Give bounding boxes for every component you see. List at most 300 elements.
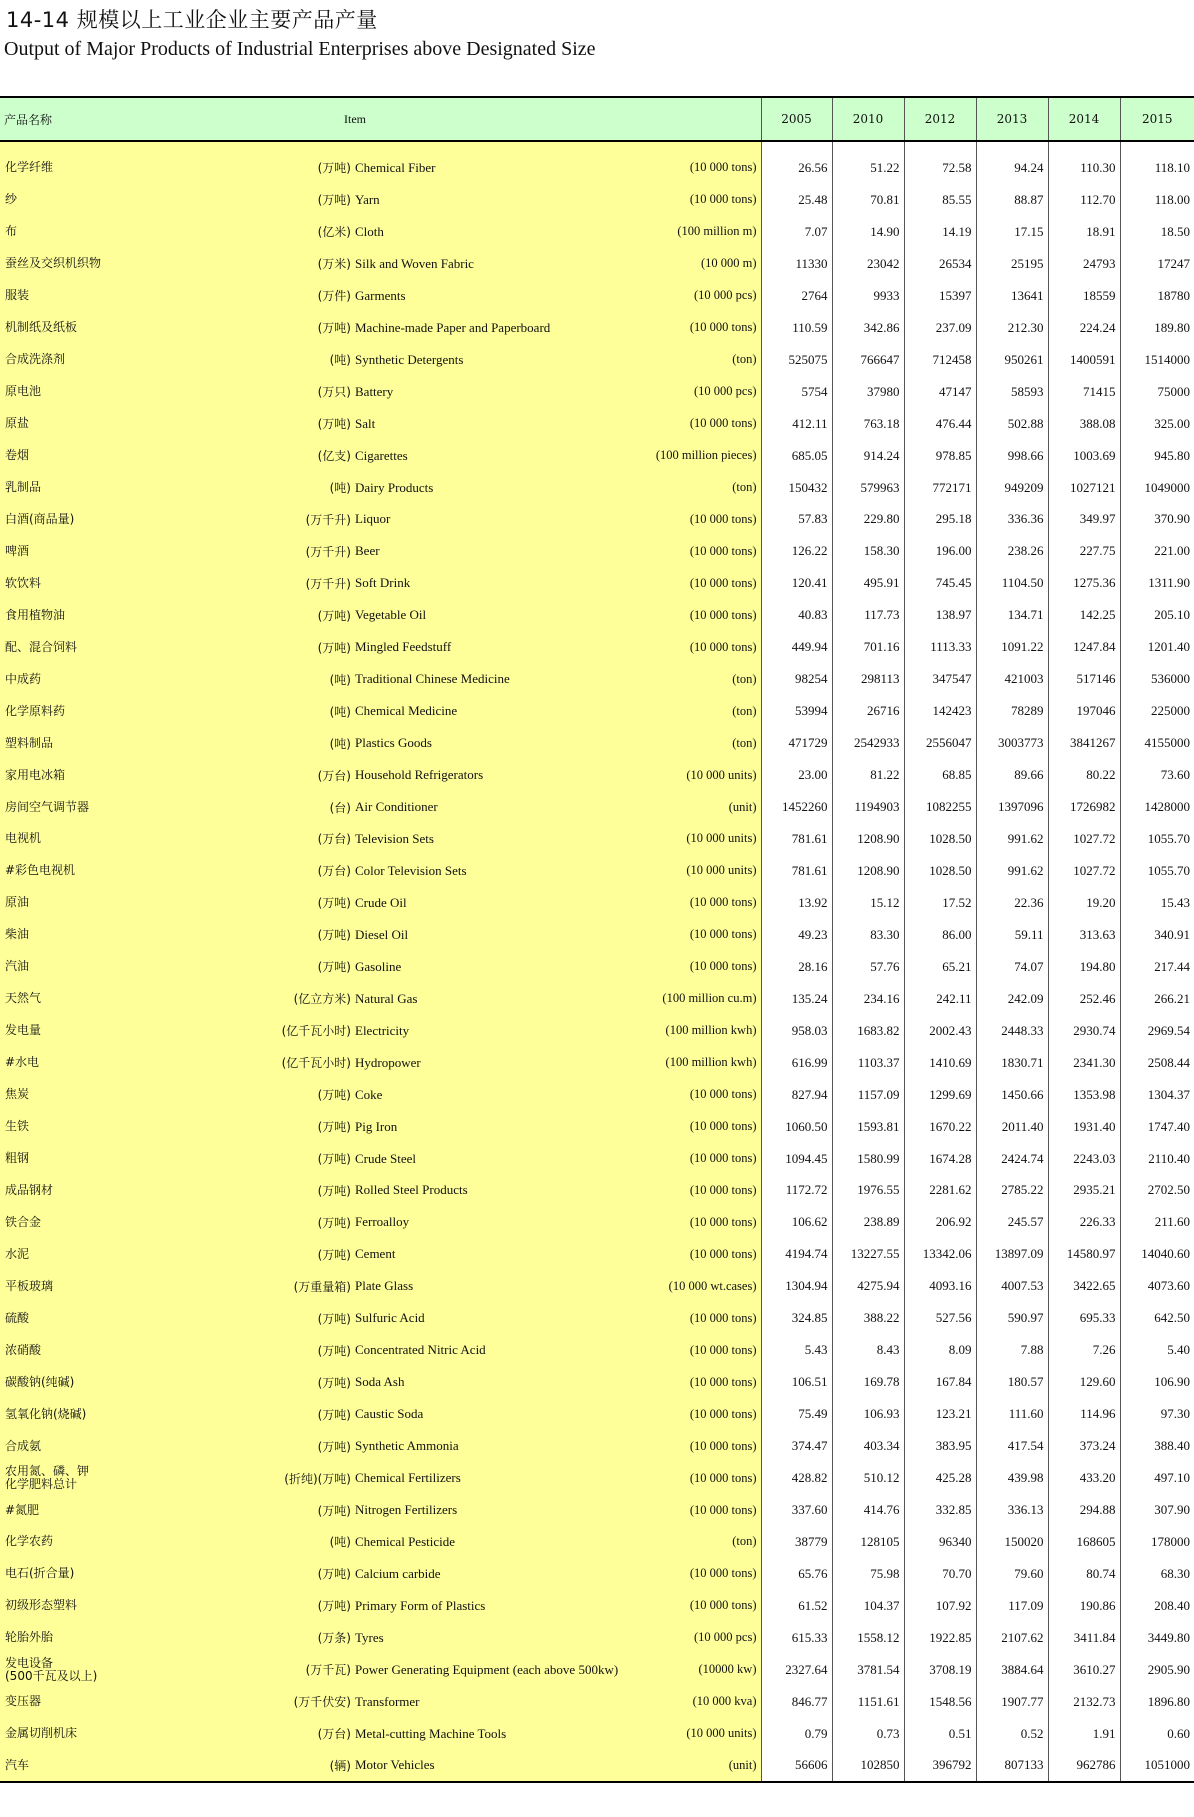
value-cell: 615.33 <box>761 1622 832 1654</box>
table-row <box>0 1398 1194 1430</box>
unit-zh: (万台) <box>317 1727 351 1742</box>
value-cell: 421003 <box>976 663 1048 695</box>
item-cell <box>0 184 761 216</box>
unit-zh: (万吨) <box>317 1311 351 1326</box>
value-cell: 1450.66 <box>976 1079 1048 1111</box>
item-cell <box>0 1526 761 1558</box>
product-name-zh: 初级形态塑料 <box>5 1598 78 1613</box>
value-cell: 104.37 <box>832 1590 904 1622</box>
value-cell: 428.82 <box>761 1462 832 1494</box>
header-year: 2005 <box>761 97 832 141</box>
value-cell: 1558.12 <box>832 1622 904 1654</box>
value-cell: 85.55 <box>904 184 976 216</box>
product-name-zh: 化学纤维 <box>5 160 54 175</box>
value-cell: 1548.56 <box>904 1686 976 1718</box>
value-cell: 998.66 <box>976 440 1048 472</box>
value-cell: 58593 <box>976 376 1048 408</box>
unit-zh: (万千瓦) <box>305 1663 351 1678</box>
unit-zh: (万吨) <box>317 1375 351 1390</box>
unit-en: (100 million cu.m) <box>662 991 757 1006</box>
value-cell: 26534 <box>904 248 976 280</box>
table-row <box>0 1270 1194 1302</box>
unit-en: (10 000 tons) <box>689 607 757 622</box>
value-cell: 2702.50 <box>1120 1175 1194 1207</box>
value-cell: 914.24 <box>832 440 904 472</box>
product-name-en: Salt <box>355 415 376 431</box>
header-year: 2014 <box>1048 97 1120 141</box>
product-name-zh: 汽车 <box>5 1757 30 1772</box>
value-cell: 102850 <box>832 1750 904 1782</box>
product-name-zh: 食用植物油 <box>5 607 66 622</box>
unit-zh: (吨) <box>329 736 351 751</box>
value-cell: 766647 <box>832 344 904 376</box>
table-row <box>0 663 1194 695</box>
unit-zh: (万千伏安) <box>293 1695 351 1710</box>
unit-zh: (亿立方米) <box>293 992 351 1007</box>
product-name-en: Metal-cutting Machine Tools <box>355 1725 507 1741</box>
unit-zh: (万吨) <box>317 640 351 655</box>
value-cell: 128105 <box>832 1526 904 1558</box>
unit-en: (10 000 tons) <box>689 543 757 558</box>
product-name-en: Primary Form of Plastics <box>355 1597 486 1613</box>
product-name-en: Chemical Fiber <box>355 159 436 175</box>
value-cell: 234.16 <box>832 983 904 1015</box>
unit-en: (10 000 tons) <box>689 320 757 335</box>
value-cell: 23042 <box>832 248 904 280</box>
value-cell: 471729 <box>761 727 832 759</box>
value-cell: 53994 <box>761 695 832 727</box>
item-cell <box>0 408 761 440</box>
value-cell: 325.00 <box>1120 408 1194 440</box>
item-cell <box>0 1686 761 1718</box>
value-cell: 1593.81 <box>832 1111 904 1143</box>
item-cell <box>0 1047 761 1079</box>
value-cell: 1428000 <box>1120 791 1194 823</box>
value-cell: 324.85 <box>761 1302 832 1334</box>
value-cell: 19.20 <box>1048 887 1120 919</box>
unit-zh: (亿千瓦小时) <box>281 1024 351 1039</box>
product-name-en: Silk and Woven Fabric <box>355 255 474 271</box>
product-name-zh: 乳制品 <box>5 480 42 494</box>
unit-zh: (万吨) <box>317 1439 351 1454</box>
value-cell: 1247.84 <box>1048 631 1120 663</box>
table-row <box>0 1750 1194 1782</box>
product-name-zh: #水电 <box>5 1055 40 1070</box>
value-cell: 2424.74 <box>976 1143 1048 1175</box>
value-cell: 13342.06 <box>904 1238 976 1270</box>
unit-zh: (折纯)(万吨) <box>284 1471 351 1486</box>
product-name-en: Air Conditioner <box>355 799 438 815</box>
item-cell <box>0 1558 761 1590</box>
value-cell: 1028.50 <box>904 823 976 855</box>
unit-zh: (万吨) <box>317 896 351 911</box>
product-name-zh: 发电设备 (500千瓦及以上) <box>5 1655 98 1683</box>
value-cell: 106.90 <box>1120 1366 1194 1398</box>
value-cell: 412.11 <box>761 408 832 440</box>
product-name-en: Vegetable Oil <box>355 607 427 623</box>
item-cell <box>0 727 761 759</box>
value-cell: 80.22 <box>1048 759 1120 791</box>
unit-zh: (万千升) <box>305 544 351 559</box>
product-name-en: Chemical Medicine <box>355 703 458 719</box>
value-cell: 205.10 <box>1120 599 1194 631</box>
value-cell: 1028.50 <box>904 855 976 887</box>
item-cell <box>0 1718 761 1750</box>
item-cell <box>0 919 761 951</box>
product-name-en: Chemical Pesticide <box>355 1533 456 1549</box>
value-cell: 80.74 <box>1048 1558 1120 1590</box>
item-cell <box>0 280 761 312</box>
unit-zh: (亿米) <box>317 225 351 240</box>
value-cell: 242.09 <box>976 983 1048 1015</box>
value-cell: 807133 <box>976 1750 1048 1782</box>
item-cell <box>0 1590 761 1622</box>
unit-en: (100 million kwh) <box>665 1055 757 1070</box>
value-cell: 1091.22 <box>976 631 1048 663</box>
value-cell: 1670.22 <box>904 1111 976 1143</box>
value-cell: 117.73 <box>832 599 904 631</box>
value-cell: 97.30 <box>1120 1398 1194 1430</box>
unit-zh: (万米) <box>317 257 351 272</box>
value-cell: 112.70 <box>1048 184 1120 216</box>
value-cell: 497.10 <box>1120 1462 1194 1494</box>
product-name-en: Caustic Soda <box>355 1406 424 1422</box>
unit-en: (10 000 tons) <box>689 1342 757 1357</box>
unit-en: (100 million kwh) <box>665 1023 757 1038</box>
item-cell <box>0 1430 761 1462</box>
value-cell: 107.92 <box>904 1590 976 1622</box>
value-cell: 17.52 <box>904 887 976 919</box>
value-cell: 1103.37 <box>832 1047 904 1079</box>
unit-en: (10 000 wt.cases) <box>668 1278 757 1293</box>
table-row <box>0 1654 1194 1686</box>
table-row <box>0 1430 1194 1462</box>
product-name-en: Machine-made Paper and Paperboard <box>355 319 551 335</box>
value-cell: 15.43 <box>1120 887 1194 919</box>
product-name-en: Beer <box>355 543 380 559</box>
unit-zh: (万千升) <box>305 512 351 527</box>
table-row <box>0 887 1194 919</box>
value-cell: 1683.82 <box>832 1015 904 1047</box>
value-cell: 118.00 <box>1120 184 1194 216</box>
value-cell: 229.80 <box>832 503 904 535</box>
product-name-zh: 柴油 <box>5 927 30 942</box>
value-cell: 11330 <box>761 248 832 280</box>
value-cell: 17.15 <box>976 216 1048 248</box>
unit-zh: (万吨) <box>317 1120 351 1135</box>
table-row <box>0 1558 1194 1590</box>
value-cell: 114.96 <box>1048 1398 1120 1430</box>
product-name-en: Sulfuric Acid <box>355 1310 425 1326</box>
value-cell: 196.00 <box>904 535 976 567</box>
item-cell <box>0 951 761 983</box>
product-name-en: Rolled Steel Products <box>355 1182 468 1198</box>
value-cell: 7.26 <box>1048 1334 1120 1366</box>
unit-en: (10 000 tons) <box>689 511 757 526</box>
value-cell: 1113.33 <box>904 631 976 663</box>
product-name-zh: 水泥 <box>5 1246 30 1261</box>
value-cell: 781.61 <box>761 855 832 887</box>
product-name-en: Soft Drink <box>355 575 411 591</box>
header-year: 2015 <box>1120 97 1194 141</box>
product-name-zh: 塑料制品 <box>5 735 54 750</box>
value-cell: 238.89 <box>832 1206 904 1238</box>
value-cell: 1931.40 <box>1048 1111 1120 1143</box>
unit-zh: (万吨) <box>317 1599 351 1614</box>
product-name-en: Cloth <box>355 223 384 239</box>
unit-zh: (万吨) <box>317 1215 351 1230</box>
table-row <box>0 599 1194 631</box>
value-cell: 8.43 <box>832 1334 904 1366</box>
header-year: 2013 <box>976 97 1048 141</box>
item-cell <box>0 312 761 344</box>
item-cell <box>0 1143 761 1175</box>
unit-en: (10 000 tons) <box>689 1566 757 1581</box>
unit-en: (10 000 pcs) <box>694 1630 757 1645</box>
output-table <box>0 96 1194 1783</box>
table-row <box>0 1047 1194 1079</box>
value-cell: 763.18 <box>832 408 904 440</box>
unit-zh: (吨) <box>329 353 351 368</box>
value-cell: 1201.40 <box>1120 631 1194 663</box>
value-cell: 1410.69 <box>904 1047 976 1079</box>
value-cell: 73.60 <box>1120 759 1194 791</box>
value-cell: 958.03 <box>761 1015 832 1047</box>
value-cell: 79.60 <box>976 1558 1048 1590</box>
product-name-zh: 金属切削机床 <box>5 1726 78 1741</box>
value-cell: 1514000 <box>1120 344 1194 376</box>
value-cell: 75.98 <box>832 1558 904 1590</box>
header-year: 2012 <box>904 97 976 141</box>
value-cell: 168605 <box>1048 1526 1120 1558</box>
unit-zh: (万千升) <box>305 576 351 591</box>
value-cell: 224.24 <box>1048 312 1120 344</box>
value-cell: 3003773 <box>976 727 1048 759</box>
item-cell <box>0 887 761 919</box>
value-cell: 1003.69 <box>1048 440 1120 472</box>
product-name-zh: 原盐 <box>5 416 30 431</box>
product-name-zh: 布 <box>5 224 18 239</box>
value-cell: 65.76 <box>761 1558 832 1590</box>
value-cell: 991.62 <box>976 823 1048 855</box>
value-cell: 14.19 <box>904 216 976 248</box>
table-row <box>0 535 1194 567</box>
product-name-en: Motor Vehicles <box>355 1757 435 1773</box>
table-row <box>0 1366 1194 1398</box>
value-cell: 373.24 <box>1048 1430 1120 1462</box>
value-cell: 1027121 <box>1048 472 1120 504</box>
value-cell: 178000 <box>1120 1526 1194 1558</box>
value-cell: 2935.21 <box>1048 1175 1120 1207</box>
value-cell: 71415 <box>1048 376 1120 408</box>
unit-zh: (万台) <box>317 864 351 879</box>
unit-zh: (万吨) <box>317 1183 351 1198</box>
product-name-en: Crude Steel <box>355 1150 417 1166</box>
value-cell: 3884.64 <box>976 1654 1048 1686</box>
value-cell: 495.91 <box>832 567 904 599</box>
table-row <box>0 1111 1194 1143</box>
value-cell: 7.88 <box>976 1334 1048 1366</box>
value-cell: 579963 <box>832 472 904 504</box>
value-cell: 1452260 <box>761 791 832 823</box>
value-cell: 25.48 <box>761 184 832 216</box>
header-item: Item <box>344 111 366 126</box>
table-row <box>0 855 1194 887</box>
unit-en: (10 000 tons) <box>689 1087 757 1102</box>
value-cell: 194.80 <box>1048 951 1120 983</box>
value-cell: 336.36 <box>976 503 1048 535</box>
item-cell <box>0 1175 761 1207</box>
value-cell: 701.16 <box>832 631 904 663</box>
value-cell: 3841267 <box>1048 727 1120 759</box>
value-cell: 13227.55 <box>832 1238 904 1270</box>
value-cell: 65.21 <box>904 951 976 983</box>
value-cell: 110.30 <box>1048 152 1120 184</box>
item-cell <box>0 1334 761 1366</box>
value-cell: 2281.62 <box>904 1175 976 1207</box>
item-cell <box>0 376 761 408</box>
table-row <box>0 503 1194 535</box>
unit-zh: (万吨) <box>317 161 351 176</box>
product-name-zh: 中成药 <box>5 671 42 686</box>
product-name-en: Gasoline <box>355 958 402 974</box>
value-cell: 197046 <box>1048 695 1120 727</box>
value-cell: 1172.72 <box>761 1175 832 1207</box>
value-cell: 40.83 <box>761 599 832 631</box>
value-cell: 150020 <box>976 1526 1048 1558</box>
table-row <box>0 1718 1194 1750</box>
value-cell: 4275.94 <box>832 1270 904 1302</box>
product-name-en: Hydropower <box>355 1054 421 1070</box>
value-cell: 57.76 <box>832 951 904 983</box>
table-row <box>0 631 1194 663</box>
value-cell: 226.33 <box>1048 1206 1120 1238</box>
header-item-cell <box>0 97 761 141</box>
unit-zh: (万吨) <box>317 608 351 623</box>
value-cell: 26716 <box>832 695 904 727</box>
product-name-zh: 焦炭 <box>5 1087 30 1102</box>
product-name-en: Synthetic Ammonia <box>355 1438 459 1454</box>
value-cell: 846.77 <box>761 1686 832 1718</box>
value-cell: 1907.77 <box>976 1686 1048 1718</box>
item-cell <box>0 663 761 695</box>
value-cell: 342.86 <box>832 312 904 344</box>
table-row <box>0 376 1194 408</box>
value-cell: 158.30 <box>832 535 904 567</box>
item-cell <box>0 248 761 280</box>
table-row <box>0 248 1194 280</box>
table-row <box>0 1206 1194 1238</box>
value-cell: 388.40 <box>1120 1430 1194 1462</box>
value-cell: 24793 <box>1048 248 1120 280</box>
header-product-name: 产品名称 <box>4 112 53 127</box>
table-row <box>0 408 1194 440</box>
value-cell: 1.91 <box>1048 1718 1120 1750</box>
value-cell: 13.92 <box>761 887 832 919</box>
value-cell: 57.83 <box>761 503 832 535</box>
table-row <box>0 1686 1194 1718</box>
table-title-en: Output of Major Products of Industrial Enterprises above Designated Size <box>4 38 596 60</box>
value-cell: 414.76 <box>832 1494 904 1526</box>
table-row <box>0 1302 1194 1334</box>
unit-en: (10 000 tons) <box>689 1470 757 1485</box>
unit-zh: (万吨) <box>317 1407 351 1422</box>
item-cell <box>0 631 761 663</box>
item-cell <box>0 535 761 567</box>
item-cell <box>0 440 761 472</box>
item-cell <box>0 1654 761 1686</box>
value-cell: 1275.36 <box>1048 567 1120 599</box>
unit-zh: (万条) <box>317 1631 351 1646</box>
product-name-zh: 汽油 <box>5 959 30 974</box>
value-cell: 47147 <box>904 376 976 408</box>
product-name-en: Chemical Fertilizers <box>355 1470 461 1486</box>
value-cell: 126.22 <box>761 535 832 567</box>
unit-zh: (万吨) <box>317 928 351 943</box>
item-cell <box>0 1206 761 1238</box>
value-cell: 68.30 <box>1120 1558 1194 1590</box>
value-cell: 118.10 <box>1120 152 1194 184</box>
product-name-zh: 化学农药 <box>5 1534 54 1549</box>
value-cell: 1082255 <box>904 791 976 823</box>
value-cell: 0.52 <box>976 1718 1048 1750</box>
unit-zh: (万吨) <box>317 960 351 975</box>
value-cell: 106.51 <box>761 1366 832 1398</box>
unit-zh: (万重量箱) <box>293 1279 351 1294</box>
table-row <box>0 1143 1194 1175</box>
unit-en: (10 000 tons) <box>689 1182 757 1197</box>
product-name-en: Concentrated Nitric Acid <box>355 1342 486 1358</box>
unit-zh: (万吨) <box>317 1152 351 1167</box>
unit-en: (ton) <box>732 480 757 494</box>
value-cell: 150432 <box>761 472 832 504</box>
value-cell: 70.70 <box>904 1558 976 1590</box>
value-cell: 1027.72 <box>1048 855 1120 887</box>
item-cell <box>0 1111 761 1143</box>
value-cell: 212.30 <box>976 312 1048 344</box>
item-cell <box>0 1462 761 1494</box>
value-cell: 4194.74 <box>761 1238 832 1270</box>
value-cell: 135.24 <box>761 983 832 1015</box>
product-name-zh: 铁合金 <box>5 1214 42 1229</box>
value-cell: 3781.54 <box>832 1654 904 1686</box>
value-cell: 2969.54 <box>1120 1015 1194 1047</box>
value-cell: 1747.40 <box>1120 1111 1194 1143</box>
table-row <box>0 280 1194 312</box>
product-name-zh: 纱 <box>5 192 18 207</box>
unit-en: (100 million m) <box>677 224 757 239</box>
product-name-zh: 平板玻璃 <box>5 1278 54 1293</box>
unit-en: (10 000 tons) <box>689 1502 757 1517</box>
product-name-zh: 合成氨 <box>5 1438 42 1453</box>
unit-zh: (万吨) <box>317 417 351 432</box>
unit-zh: (万吨) <box>317 193 351 208</box>
value-cell: 1060.50 <box>761 1111 832 1143</box>
unit-en: (10 000 tons) <box>689 1119 757 1134</box>
value-cell: 2107.62 <box>976 1622 1048 1654</box>
value-cell: 18559 <box>1048 280 1120 312</box>
product-name-en: Garments <box>355 287 406 303</box>
unit-en: (10 000 tons) <box>689 1406 757 1421</box>
product-name-en: Household Refrigerators <box>355 767 484 783</box>
value-cell: 1896.80 <box>1120 1686 1194 1718</box>
product-name-en: Natural Gas <box>355 990 418 1006</box>
value-cell: 2764 <box>761 280 832 312</box>
value-cell: 28.16 <box>761 951 832 983</box>
value-cell: 5.40 <box>1120 1334 1194 1366</box>
product-name-zh: #彩色电视机 <box>5 863 76 878</box>
table-row <box>0 695 1194 727</box>
